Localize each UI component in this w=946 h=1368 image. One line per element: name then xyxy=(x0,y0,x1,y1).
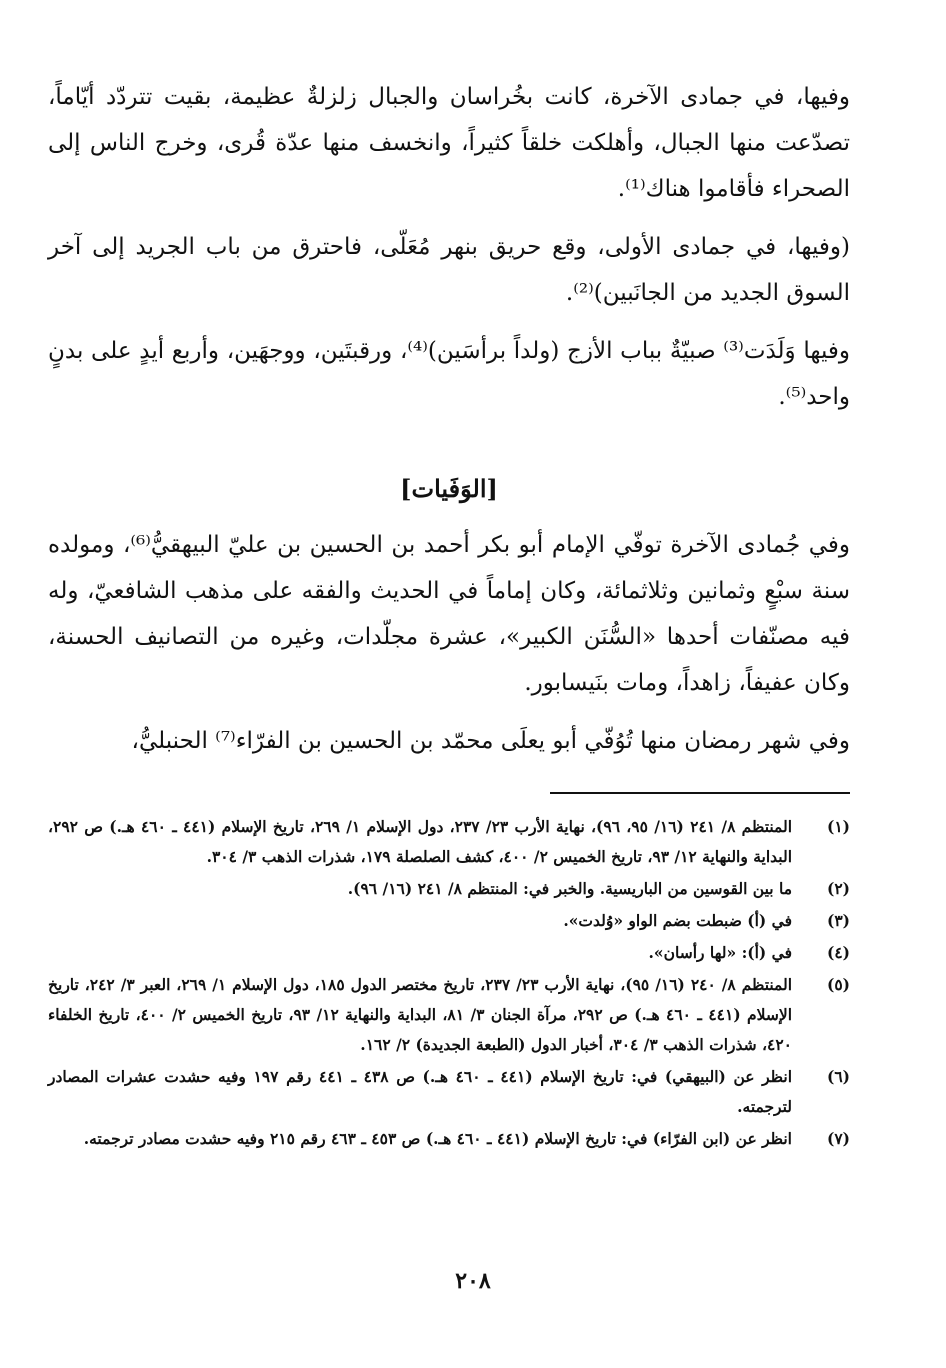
footnote-text: انظر عن (ابن الفرّاء) في: تاريخ الإسلام (٤٤١ ـ ٤٦٠ هـ.) ص ٤٥٣ ـ ٤٦٣ رقم ٢١٥ وفيه حشدت مصادر ترجمته. xyxy=(83,1129,792,1148)
paragraph-fire: (وفيها، في جمادى الأولى، وقع حريق بنهر مُعَلّى، فاحترق من باب الجريد إلى آخر السوق الجديد من الجانَبين)⁽²⁾. xyxy=(48,234,850,306)
paragraph-birth: وفيها وَلَدَت⁽³⁾ صبيّةٌ بباب الأزج (ولداً برأسَين)⁽⁴⁾، ورقبتَين، ووجهَين، وأربع أيدٍ على بدنٍ واحد⁽⁵⁾. xyxy=(48,338,850,410)
footnote-text: المنتظم ٨/ ٢٤٠ (١٦/ ٩٥)، نهاية الأرب ٢٣/ ٢٣٧، تاريخ مختصر الدول ١٨٥، دول الإسلام ١/ ٢٦٩، العبر ٣/ ٢٤٢، تاريخ الإسلام (٤٤١ ـ ٤٦٠ هـ.) ص ٢٩٢، مرآة الجنان ٣/ ٨١، البداية والنهاية ١٢/ ٩٣، تاريخ الخميس ٢/ ٤٠٠، تاريخ الخلفاء ٤٢٠، شذرات الذهب ٣/ ٣٠٤، أخبار الدول (الطبعة الجديدة) ٢/ ١٦٢. xyxy=(48,975,793,1054)
footnote-text: المنتظم ٨/ ٢٤١ (١٦/ ٩٥، ٩٦)، نهاية الأرب ٢٣/ ٢٣٧، دول الإسلام ١/ ٢٦٩، تاريخ الإسلام (٤٤١ ـ ٤٦٠ هـ.) ص ٢٩٢، البداية والنهاية ١٢/ ٩٣، تاريخ الخميس ٢/ ٤٠٠، كشف الصلصلة ١٧٩، شذرات الذهب ٣/ ٣٠٤. xyxy=(48,817,793,866)
footnote-text: في (أ) ضبطت بضم الواو «وُلدت». xyxy=(563,911,792,930)
footnotes xyxy=(48,812,850,1154)
footnote xyxy=(48,938,850,968)
paragraph-earthquake: وفيها، في جمادى الآخرة، كانت بخُراسان والجبال زلزلةٌ عظيمة، بقيت تتردّد أيّاماً، تصدّعت منها الجبال، وأهلكت خلقاً كثيراً، وانخسف منها عدّة قُرى، وخرج الناس إلى الصحراء فأقاموا هناك⁽¹⁾. xyxy=(48,84,850,202)
footnote-divider xyxy=(550,792,850,794)
footnote xyxy=(48,1124,850,1154)
footnote-number: (٤) xyxy=(826,943,850,962)
page-number: ٢٠٨ xyxy=(455,1268,491,1294)
footnote-number: (٧) xyxy=(826,1129,850,1148)
footnote xyxy=(48,812,850,872)
section-heading: [الوَفَيات] xyxy=(400,474,498,503)
footnote-text: انظر عن (البيهقي) في: تاريخ الإسلام (٤٤١ ـ ٤٦٠ هـ.) ص ٤٣٨ ـ ٤٤١ رقم ١٩٧ وفيه حشدت عشرات المصادر لترجمته. xyxy=(48,1067,792,1116)
footnote-number: (١) xyxy=(826,817,850,836)
paragraph-bayhaqi: وفي جُمادى الآخرة توفّي الإمام أبو بكر أحمد بن الحسين بن عليّ البيهقيُّ⁽⁶⁾، ومولده سنة سبْعٍ وثمانين وثلاثمائة، وكان إماماً في الحديث والفقه على مذهب الشافعيّ، وله فيه مصنّفات أحدها «السُّنَن الكبير»، عشرة مجلّدات، وغيره من التصانيف الحسنة، وكان عفيفاً، زاهداً، ومات بنَيسابور. xyxy=(48,532,850,696)
paragraph-ibn-farra: وفي شهر رمضان منها تُوُفّي أبو يعلَى محمّد بن الحسين بن الفرّاء⁽⁷⁾ الحنبليُّ، xyxy=(131,728,850,754)
footnote-number: (٥) xyxy=(826,975,850,994)
footnote-number: (٣) xyxy=(826,911,850,930)
footnote-number: (٢) xyxy=(826,879,850,898)
footnote-text: في (أ): «لها رأسان». xyxy=(648,943,792,962)
footnote-text: ما بين القوسين من الباريسية. والخبر في: المنتظم ٨/ ٢٤١ (١٦/ ٩٦). xyxy=(347,879,792,898)
footnote xyxy=(48,874,850,904)
footnote xyxy=(48,906,850,936)
footnote xyxy=(48,1062,850,1122)
main-text xyxy=(48,74,850,764)
footnote xyxy=(48,970,850,1060)
footnote-number: (٦) xyxy=(826,1067,850,1086)
